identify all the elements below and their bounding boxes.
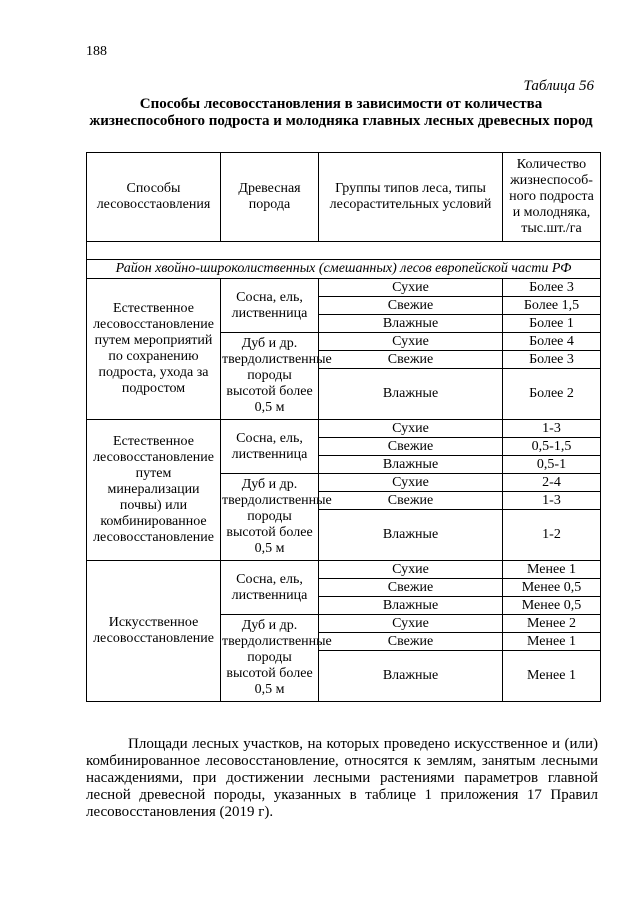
quantity-cell: Менее 0,5 [503, 579, 601, 597]
quantity-cell: 1-3 [503, 492, 601, 510]
quantity-cell: Более 3 [503, 279, 601, 297]
condition-cell: Свежие [319, 633, 503, 651]
quantity-cell: Более 1 [503, 315, 601, 333]
condition-cell: Сухие [319, 615, 503, 633]
condition-cell: Сухие [319, 561, 503, 579]
empty-cell [87, 242, 601, 260]
species-cell: Сосна, ель, лиственница [221, 279, 319, 333]
quantity-cell: Более 1,5 [503, 297, 601, 315]
header-quantity: Количество жизнеспособ-ного подроста и молодняка, тыс.шт./га [503, 153, 601, 242]
condition-cell: Влажные [319, 510, 503, 561]
quantity-cell: Менее 1 [503, 651, 601, 702]
quantity-cell: Менее 0,5 [503, 597, 601, 615]
quantity-cell: Менее 1 [503, 633, 601, 651]
condition-cell: Свежие [319, 438, 503, 456]
condition-cell: Сухие [319, 474, 503, 492]
condition-cell: Влажные [319, 651, 503, 702]
table-title: Способы лесовосстановления в зависимости от количества жизнеспособного подроста и молодняка главных лесных древесных пород [89, 96, 593, 129]
condition-cell: Влажные [319, 456, 503, 474]
quantity-cell: Более 4 [503, 333, 601, 351]
condition-cell: Влажные [319, 597, 503, 615]
method-cell: Естественное лесовосстановление путем минерализации почвы) или комбинированное лесовосстановление [87, 420, 221, 561]
condition-cell: Сухие [319, 333, 503, 351]
species-cell: Сосна, ель, лиственница [221, 561, 319, 615]
reforestation-table [86, 152, 601, 702]
species-cell: Дуб и др. твердолиственные породы высотой более 0,5 м [221, 615, 319, 702]
page-number: 188 [86, 44, 107, 59]
quantity-cell: Менее 1 [503, 561, 601, 579]
quantity-cell: 0,5-1 [503, 456, 601, 474]
species-cell: Дуб и др. твердолиственные породы высотой более 0,5 м [221, 474, 319, 561]
empty-row [87, 242, 601, 260]
quantity-cell: 1-2 [503, 510, 601, 561]
condition-cell: Свежие [319, 297, 503, 315]
region-cell: Район хвойно-широколиственных (смешанных) лесов европейской части РФ [87, 260, 601, 279]
header-species: Древесная порода [221, 153, 319, 242]
quantity-cell: 2-4 [503, 474, 601, 492]
table-row [87, 279, 601, 297]
header-method: Способы лесовосстаовления [87, 153, 221, 242]
table-label: Таблица 56 [523, 78, 594, 94]
table-row [87, 561, 601, 579]
quantity-cell: 0,5-1,5 [503, 438, 601, 456]
condition-cell: Свежие [319, 492, 503, 510]
method-cell: Естественное лесовосстановление путем мероприятий по сохранению подроста, ухода за подростом [87, 279, 221, 420]
region-row [87, 260, 601, 279]
header-row [87, 153, 601, 242]
paragraph-text: Площади лесных участков, на которых проведено искусственное и (или) комбинированное лесовосстановление, относятся к землям, занятым лесными насаждениями, при достижении лесными растениями параметров главной лесной древесной породы, указанных в таблице 1 приложения 17 Правил лесовосстановления (2019 г). [86, 736, 598, 820]
species-cell: Дуб и др. твердолиственные породы высотой более 0,5 м [221, 333, 319, 420]
body-paragraph [86, 736, 598, 821]
quantity-cell: Более 2 [503, 369, 601, 420]
condition-cell: Сухие [319, 279, 503, 297]
condition-cell: Свежие [319, 351, 503, 369]
condition-cell: Сухие [319, 420, 503, 438]
quantity-cell: 1-3 [503, 420, 601, 438]
species-cell: Сосна, ель, лиственница [221, 420, 319, 474]
header-groups: Группы типов леса, типы лесорастительных условий [319, 153, 503, 242]
condition-cell: Свежие [319, 579, 503, 597]
condition-cell: Влажные [319, 369, 503, 420]
quantity-cell: Менее 2 [503, 615, 601, 633]
condition-cell: Влажные [319, 315, 503, 333]
method-cell: Искусственное лесовосстановление [87, 561, 221, 702]
quantity-cell: Более 3 [503, 351, 601, 369]
table-row [87, 420, 601, 438]
